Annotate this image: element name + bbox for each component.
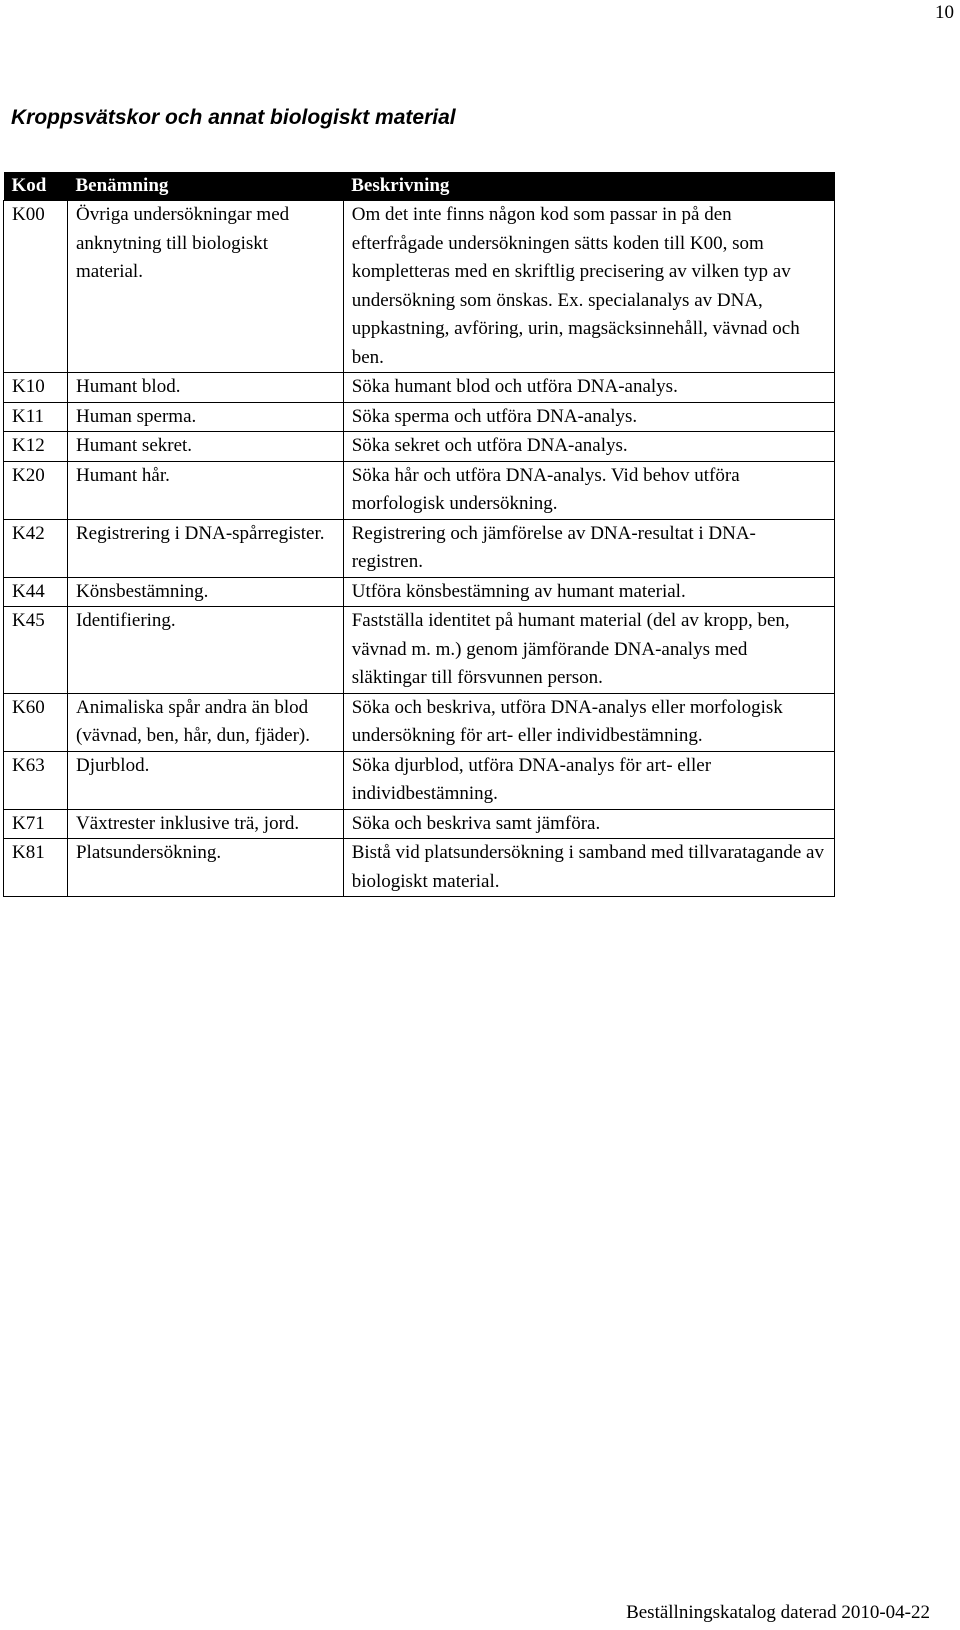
cell-benamning: Animaliska spår andra än blod (vävnad, ben, hår, dun, fjäder). [67,693,343,751]
table-row [4,809,835,839]
header-kod: Kod [4,172,68,201]
cell-benamning: Djurblod. [67,751,343,809]
header-benamning: Benämning [67,172,343,201]
cell-kod: K63 [4,751,68,809]
cell-benamning: Övriga undersökningar med anknytning till biologiskt material. [67,201,343,373]
cell-benamning: Platsundersökning. [67,839,343,897]
cell-beskrivning: Söka och beskriva samt jämföra. [343,809,834,839]
table-row [4,577,835,607]
cell-benamning: Växtrester inklusive trä, jord. [67,809,343,839]
cell-kod: K00 [4,201,68,373]
cell-kod: K12 [4,432,68,462]
cell-beskrivning: Söka hår och utföra DNA-analys. Vid behov utföra morfologisk undersökning. [343,461,834,519]
table-row [4,432,835,462]
cell-benamning: Humant sekret. [67,432,343,462]
table-row [4,839,835,897]
table-row [4,461,835,519]
table-header-row [4,172,835,201]
cell-beskrivning: Söka sperma och utföra DNA-analys. [343,402,834,432]
cell-beskrivning: Utföra könsbestämning av humant material. [343,577,834,607]
table-row [4,519,835,577]
cell-benamning: Human sperma. [67,402,343,432]
cell-beskrivning: Registrering och jämförelse av DNA-resultat i DNA-registren. [343,519,834,577]
cell-kod: K81 [4,839,68,897]
table-row [4,373,835,403]
cell-beskrivning: Söka djurblod, utföra DNA-analys för art- eller individbestämning. [343,751,834,809]
cell-beskrivning: Söka humant blod och utföra DNA-analys. [343,373,834,403]
cell-kod: K45 [4,607,68,694]
cell-benamning: Registrering i DNA-spårregister. [67,519,343,577]
table-row [4,751,835,809]
cell-benamning: Könsbestämning. [67,577,343,607]
catalog-table [3,172,835,897]
cell-beskrivning: Om det inte finns någon kod som passar in på den efterfrågade undersökningen sätts koden till K00, som kompletteras med en skriftlig precisering av vilken typ av undersökning som önskas. Ex. specialanalys av DNA, uppkastning, avföring, urin, magsäcksinnehåll, vävnad och ben. [343,201,834,373]
cell-kod: K11 [4,402,68,432]
table-row [4,607,835,694]
cell-kod: K60 [4,693,68,751]
cell-kod: K71 [4,809,68,839]
section-title: Kroppsvätskor och annat biologiskt material [11,106,456,129]
cell-benamning: Identifiering. [67,607,343,694]
table-row [4,402,835,432]
table-row [4,693,835,751]
table-row [4,201,835,373]
footer-catalog-date: Beställningskatalog daterad 2010-04-22 [626,1602,930,1623]
cell-beskrivning: Fastställa identitet på humant material (del av kropp, ben, vävnad m. m.) genom jämförande DNA-analys med släktingar till försvunnen person. [343,607,834,694]
cell-kod: K44 [4,577,68,607]
cell-kod: K10 [4,373,68,403]
page-number: 10 [935,2,954,23]
cell-benamning: Humant blod. [67,373,343,403]
cell-kod: K20 [4,461,68,519]
cell-beskrivning: Bistå vid platsundersökning i samband med tillvaratagande av biologiskt material. [343,839,834,897]
cell-benamning: Humant hår. [67,461,343,519]
cell-kod: K42 [4,519,68,577]
cell-beskrivning: Söka sekret och utföra DNA-analys. [343,432,834,462]
header-beskrivning: Beskrivning [343,172,834,201]
cell-beskrivning: Söka och beskriva, utföra DNA-analys eller morfologisk undersökning för art- eller individbestämning. [343,693,834,751]
